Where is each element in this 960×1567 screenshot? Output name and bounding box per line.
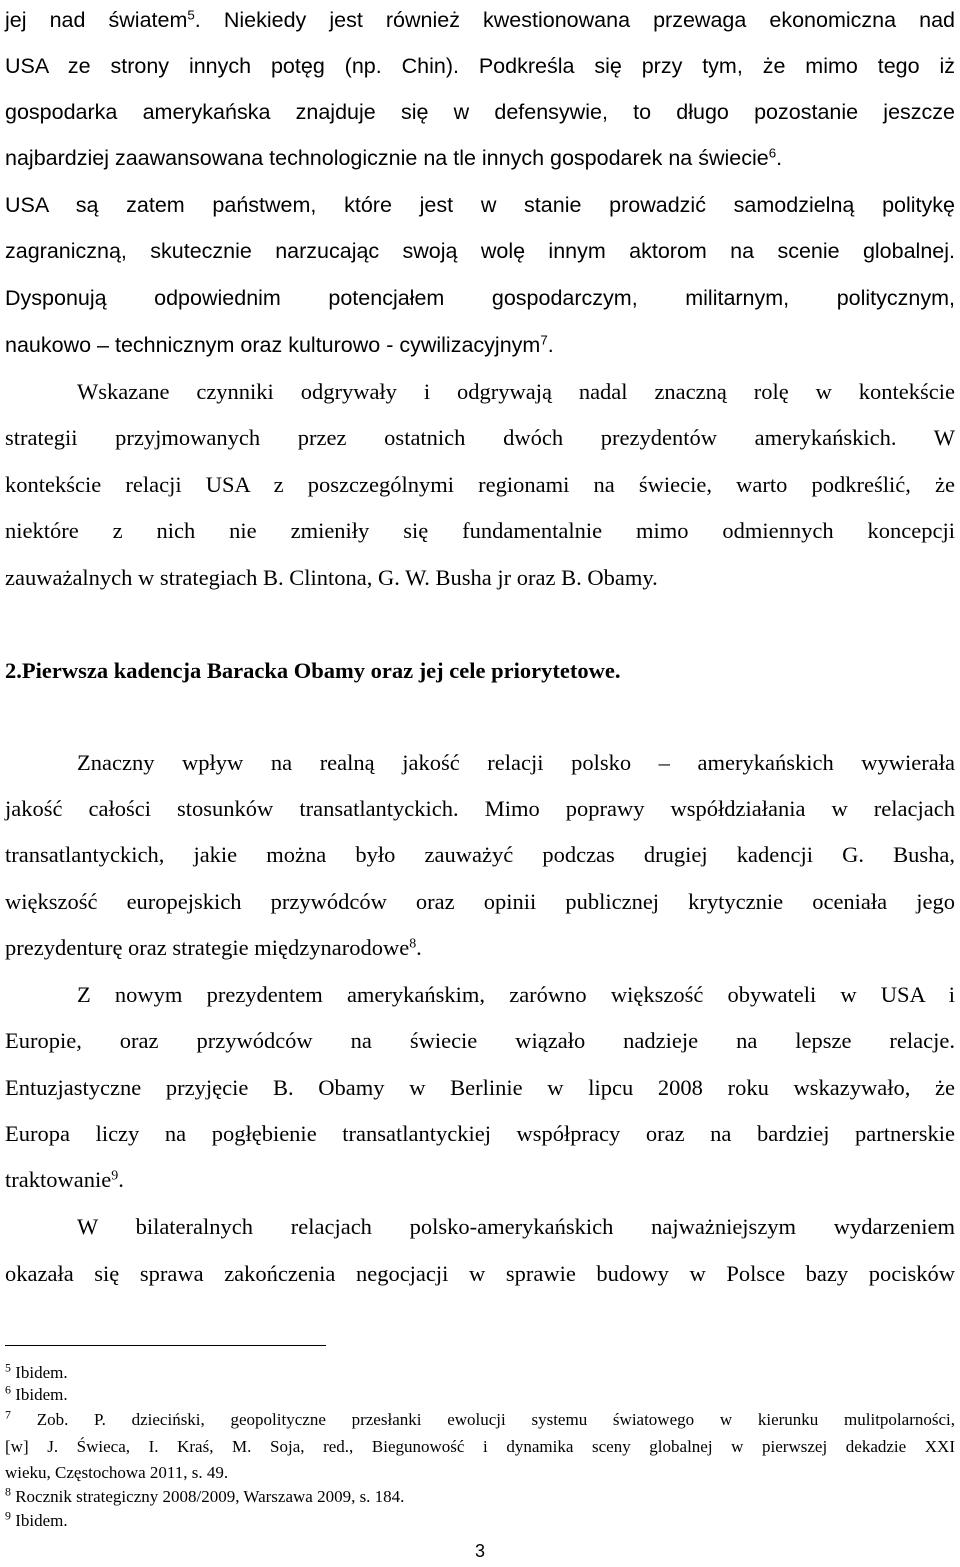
footnote: $^8$ Rocznik strategiczny 2008/2009, Warszawa 2009, s. 184. bbox=[5, 1484, 405, 1506]
section-heading: 2.Pierwsza kadencja Baracka Obamy oraz jej cele priorytetowe. bbox=[5, 658, 621, 683]
body-line: Dysponują odpowiednim potencjałem gospodarczym, militarnym, politycznym, bbox=[5, 286, 955, 310]
footnote: $^7$ Zob. P. dzieciński, geopolityczne przesłanki ewolucji systemu światowego w kierunku mulitpolarności, bbox=[5, 1407, 955, 1429]
body-line: zauważalnych w strategiach B. Clintona, G. W. Busha jr oraz B. Obamy. bbox=[5, 565, 658, 590]
body-line: jakość całości stosunków transatlantyckich. Mimo poprawy współdziałania w relacjach bbox=[5, 796, 955, 821]
body-line: Znaczny wpływ na realną jakość relacji polsko – amerykańskich wywierała bbox=[77, 750, 955, 775]
body-line: niektóre z nich nie zmieniły się fundamentalnie mimo odmiennych koncepcji bbox=[5, 518, 955, 543]
footnote-ref: 8 bbox=[409, 936, 417, 952]
footnote: $^6$ Ibidem. bbox=[5, 1382, 68, 1404]
footnote-continuation: wieku, Częstochowa 2011, s. 49. bbox=[5, 1463, 229, 1482]
footnote-ref: 5 bbox=[187, 7, 195, 23]
footnote-ref: 6 bbox=[768, 145, 777, 161]
body-line: okazała się sprawa zakończenia negocjacji w sprawie budowy w Polsce bazy pocisków bbox=[5, 1261, 955, 1286]
body-line: prezydenturę oraz strategie międzynarodowe$^8$. bbox=[5, 935, 422, 960]
body-line: większość europejskich przywódców oraz opinii publicznej krytycznie oceniała jego bbox=[5, 889, 955, 914]
body-line: jej nad światem$^5$. Niekiedy jest również kwestionowana przewaga ekonomiczna nad bbox=[5, 7, 956, 32]
body-line: zagraniczną, skutecznie narzucając swoją wolę innym aktorom na scenie globalnej. bbox=[5, 239, 955, 263]
body-line: naukowo – technicznym oraz kulturowo - cywilizacyjnym$^7$. bbox=[5, 332, 554, 357]
body-line: traktowanie$^9$. bbox=[5, 1167, 124, 1192]
body-line: Z nowym prezydentem amerykańskim, zarówno większość obywateli w USA i bbox=[77, 982, 955, 1007]
footnote-continuation: [w] J. Świeca, I. Kraś, M. Soja, red., Biegunowość i dynamika sceny globalnej w pierwszej dekadzie XXI bbox=[5, 1437, 955, 1456]
body-line: najbardziej zaawansowana technologicznie na tle innych gospodarek na świecie$^6$. bbox=[5, 145, 783, 170]
footnote-ref: 7 bbox=[540, 332, 548, 348]
body-line: strategii przyjmowanych przez ostatnich dwóch prezydentów amerykańskich. W bbox=[5, 425, 955, 450]
page-number: 3 bbox=[474, 1541, 485, 1561]
body-line: gospodarka amerykańska znajduje się w defensywie, to długo pozostanie jeszcze bbox=[5, 100, 955, 124]
body-line: kontekście relacji USA z poszczególnymi regionami na świecie, warto podkreślić, że bbox=[5, 472, 955, 497]
body-line: Europa liczy na pogłębienie transatlantyckiej współpracy oraz na bardziej partnerskie bbox=[5, 1121, 955, 1146]
body-line: USA ze strony innych potęg (np. Chin). Podkreśla się przy tym, że mimo tego iż bbox=[5, 54, 955, 78]
footnote-separator bbox=[5, 1345, 326, 1346]
body-line: Europie, oraz przywódców na świecie wiązało nadzieje na lepsze relacje. bbox=[5, 1028, 955, 1053]
body-line: Entuzjastyczne przyjęcie B. Obamy w Berlinie w lipcu 2008 roku wskazywało, że bbox=[5, 1075, 955, 1100]
footnote: $^9$ Ibidem. bbox=[5, 1508, 68, 1530]
footnote-ref: 9 bbox=[111, 1168, 119, 1184]
body-line: Wskazane czynniki odgrywały i odgrywają nadal znaczną rolę w kontekście bbox=[77, 379, 955, 404]
footnote: $^5$ Ibidem. bbox=[5, 1360, 68, 1382]
body-line: USA są zatem państwem, które jest w stanie prowadzić samodzielną politykę bbox=[5, 193, 955, 217]
body-line: transatlantyckich, jakie można było zauważyć podczas drugiej kadencji G. Busha, bbox=[5, 842, 955, 867]
body-line: W bilateralnych relacjach polsko-amerykańskich najważniejszym wydarzeniem bbox=[77, 1214, 955, 1239]
